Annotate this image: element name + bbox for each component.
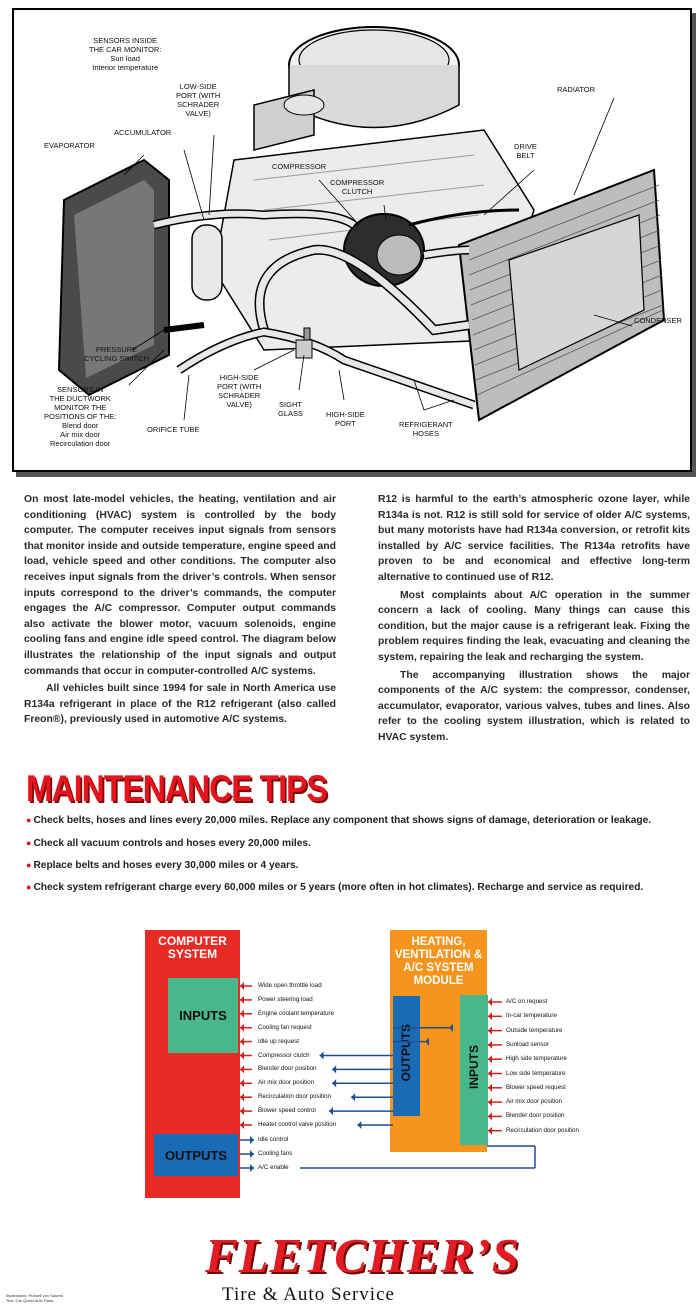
arrow-head (250, 1164, 254, 1172)
label-compressor: COMPRESSOR (272, 162, 327, 171)
computer-output-signal-label: Cooling fans (258, 1150, 293, 1157)
arrow-head (240, 1024, 244, 1032)
label-high-side-port: HIGH-SIDE PORT (326, 410, 365, 428)
arrow-head (250, 1136, 254, 1144)
maintenance-tips-title: MAINTENANCE TIPS (26, 768, 327, 809)
arrow-head (329, 1107, 333, 1115)
label-sensors-ductwork: SENSORS IN THE DUCTWORK MONITOR THE POSITIONS OF THE: Blend door Air mix door Recirculation door (44, 385, 117, 448)
arrow-head (240, 1010, 244, 1018)
arrow-head (240, 982, 244, 990)
hvac-signal-label: In-car temperature (506, 1012, 557, 1020)
hvac-signal-label: Air mix door position (506, 1098, 563, 1106)
computer-signal-label: Idle up request (258, 1037, 299, 1045)
computer-signal-label: Engine coolant temperature (258, 1009, 335, 1017)
article-column-left (24, 492, 336, 728)
text-credit: Text: Car Quest Auto Parts (6, 1298, 54, 1303)
computer-signal-label: Compressor clutch (258, 1051, 310, 1059)
hvac-outputs-label: OUTPUTS (399, 1024, 413, 1082)
label-evaporator: EVAPORATOR (44, 141, 95, 150)
arrow-head (488, 1012, 492, 1020)
arrow-head (488, 1084, 492, 1092)
car-bullet-icon: ● (26, 882, 32, 892)
arrow-head (240, 1065, 244, 1073)
tip-item: ● Check all vacuum controls and hoses every 20,000 miles. (26, 838, 311, 849)
arrow-head (488, 1112, 492, 1120)
arrow-head (357, 1121, 361, 1129)
tip-item: ● Replace belts and hoses every 30,000 miles or 4 years. (26, 860, 299, 871)
computer-signal-label: Blower speed control (258, 1107, 316, 1115)
arrow-head (488, 1127, 492, 1135)
computer-inputs-box: INPUTS (168, 978, 238, 1053)
computer-signal-label: Wide open throttle load (258, 982, 322, 989)
label-sensors-inside: SENSORS INSIDE THE CAR MONITOR: Sun load Interior temperature (89, 36, 162, 72)
label-radiator: RADIATOR (557, 85, 596, 94)
hvac-module-title: HEATING, VENTILATION & A/C SYSTEM MODULE (394, 936, 483, 987)
arrow-head (488, 998, 492, 1006)
label-low-side-port: LOW-SIDE PORT (WITH SCHRADER VALVE) (176, 82, 221, 118)
paragraph: Most complaints about A/C operation in the summer concern a lack of cooling. Many things can cause this condition, but the major cause is a refrigerant leak. Fixing the problem requires finding the leak, evacuating and cleaning the system, repairing the leak and recharging the system. (378, 589, 690, 663)
hvac-signal-label: High side temperature (506, 1055, 567, 1063)
arrow-head (240, 1052, 244, 1060)
car-bullet-icon: ● (26, 838, 32, 848)
arrow-head (332, 1079, 336, 1087)
computer-signal-label: Cooling fan request (258, 1023, 312, 1031)
hvac-signal-label: Recirculation door position (506, 1126, 579, 1134)
computer-signal-label: Recirculation door position (258, 1093, 331, 1101)
arrow-head (240, 1107, 244, 1115)
fletchers-logo: FLETCHER’S (205, 1228, 520, 1283)
label-sight-glass: SIGHT GLASS (278, 400, 304, 418)
illustration-credit: Illustrations: Russell von Sauers (6, 1293, 63, 1298)
label-drive-belt: DRIVE BELT (514, 142, 537, 160)
arrow-head (425, 1038, 429, 1046)
computer-outputs-box: OUTPUTS (154, 1134, 238, 1176)
car-bullet-icon: ● (26, 860, 32, 870)
ac-system-illustration (12, 8, 692, 472)
tip-item: ● Check belts, hoses and lines every 20,000 miles. Replace any component that shows signs of damage, deterioration or leakage. (26, 815, 652, 826)
arrow-head (240, 1038, 244, 1046)
computer-output-signal-label: A/C enable (258, 1164, 289, 1171)
arrow-head (240, 996, 244, 1004)
label-pressure-cycling-switch: PRESSURE CYCLING SWITCH (84, 345, 150, 363)
arrow-head (488, 1055, 492, 1063)
arrow-head (488, 1041, 492, 1049)
hvac-signal-label: A/C on request (506, 998, 548, 1005)
paragraph: On most late-model vehicles, the heating, ventilation and air conditioning (HVAC) system is controlled by the body computer. The computer receives input signals from sensors that monitor inside and outside temperature, engine speed and load, vehicle speed and other conditions. The computer also receives input signals from the driver’s controls. When sensor inputs correspond to the driver’s commands, the computer engages the A/C compressor. Computer output commands also activate the blower motor, vacuum solenoids, engine cooling fans and engine idle speed control. The diagram below illustrates the relationship of the input signals and output commands that occur in computer-controlled A/C systems. (24, 494, 336, 677)
paragraph: R12 is harmful to the earth’s atmospheric ozone layer, while R134a is not. R12 is still sold for service of older A/C systems, but many motorists have had R134a conversion, or retrofit kits installed by A/C service facilities. The R134a retrofits have proven to be and economical and effective long-term alternative to continued use of R12. (378, 494, 690, 583)
label-refrigerant-hoses: REFRIGERANT HOSES (399, 420, 453, 438)
arrow-head (351, 1093, 355, 1101)
hvac-signal-label: Blender door position (506, 1112, 565, 1120)
arrow-head (240, 1093, 244, 1101)
article-column-right (378, 492, 690, 746)
hvac-signal-label: Sunload sensor (506, 1040, 549, 1048)
hvac-signal-label: Outside temperature (506, 1026, 563, 1034)
arrow-head (488, 1027, 492, 1035)
arrow-head (488, 1098, 492, 1106)
arrow-head (240, 1079, 244, 1087)
computer-signal-label: Air mix door position (258, 1079, 315, 1087)
computer-signal-label: Power steering load (258, 995, 313, 1003)
arrow-head (240, 1121, 244, 1129)
label-compressor-clutch: COMPRESSOR CLUTCH (330, 178, 385, 196)
signal-arrows (140, 930, 600, 1200)
computer-output-signal-label: Idle control (258, 1136, 289, 1143)
paragraph: All vehicles built since 1994 for sale in North America use R134a refrigerant in place of the R12 refrigerant (also called Freon®), previously used in automotive A/C systems. (24, 683, 336, 726)
car-bullet-icon: ● (26, 815, 32, 825)
computer-signal-label: Heater control valve position (258, 1121, 337, 1128)
arrow-head (332, 1065, 336, 1073)
label-condenser: CONDENSER (634, 316, 682, 325)
arrow-head (449, 1024, 453, 1032)
computer-signal-label: Blender door position (258, 1065, 317, 1073)
hvac-signal-label: Blower speed request (506, 1083, 566, 1091)
hvac-signal-diagram (140, 930, 600, 1200)
arrow-head (320, 1052, 324, 1060)
label-high-side-port-schrader: HIGH-SIDE PORT (WITH SCHRADER VALVE) (217, 373, 262, 409)
hvac-inputs-label: INPUTS (467, 1045, 481, 1090)
label-accumulator: ACCUMULATOR (114, 128, 172, 137)
computer-system-title: COMPUTER SYSTEM (158, 934, 227, 961)
fletchers-tagline: Tire & Auto Service (222, 1284, 395, 1305)
arrow-head (250, 1150, 254, 1158)
label-orifice-tube: ORIFICE TUBE (147, 425, 200, 434)
hvac-signal-label: Low side temperature (506, 1069, 566, 1077)
paragraph: The accompanying illustration shows the major components of the A/C system: the compressor, condenser, accumulator, evaporator, various valves, tubes and lines. Also refer to the cooling system illustration, which is related to HVAC system. (378, 669, 690, 743)
arrow-head (488, 1070, 492, 1078)
tip-item: ● Check system refrigerant charge every 60,000 miles or 5 years (more often in hot climates). Recharge and service as required. (26, 882, 644, 893)
